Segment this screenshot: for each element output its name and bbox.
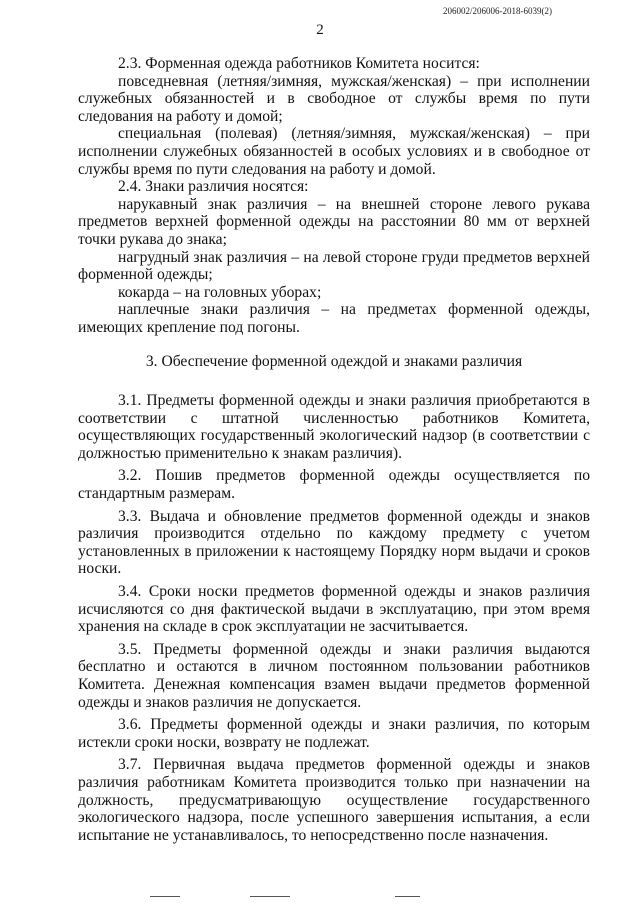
paragraph: 2.4. Знаки различия носятся: xyxy=(118,178,309,196)
paragraph: нагрудный знак различия – на левой стороне груди предметов верхней форменной одежды; xyxy=(78,248,590,284)
paragraph: 3.7. Первичная выдача предметов форменной одежды и знаков различия работникам Комитета производится только при назначении на должность, предусматривающую осуществление государственного экологического надзора, после успешного завершения испытания, а если испытание не устанавливалось, то непосредственно после назначения. xyxy=(78,756,590,844)
document-id: 206002/206006-2018-6039(2) xyxy=(443,6,552,16)
paragraph: нарукавный знак различия – на внешней стороне левого рукава предметов верхней форменной одежды на расстоянии 80 мм от верхней точки рукава до знака; xyxy=(78,195,590,248)
paragraph: 3.1. Предметы форменной одежды и знаки различия приобретаются в соответствии с штатной численностью работников Комитета, осуществляющих государственный экологический надзор (в соответствии с должностью применительно к знакам различия). xyxy=(78,392,590,462)
paragraph: 3.3. Выдача и обновление предметов форменной одежды и знаков различия производится отдельно по каждому предмету с учетом установленных в приложении к настоящему Порядку норм выдачи и сроков носки. xyxy=(78,507,590,578)
paragraph: специальная (полевая) (летняя/зимняя, мужская/женская) – при исполнении служебных обязанностей в особых условиях и в свободное от службы время по пути следования на работу и домой. xyxy=(78,125,590,178)
paragraph: 3.6. Предметы форменной одежды и знаки различия, по которым истекли сроки носки, возврату не подлежат. xyxy=(78,716,590,751)
paragraph: кокарда – на головных уборах; xyxy=(118,283,322,301)
document-body xyxy=(78,55,590,844)
page-number: 2 xyxy=(316,22,324,38)
paragraph: 3.4. Сроки носки предметов форменной одежды и знаков различия исчисляются со дня фактической выдачи в эксплуатацию, при этом время хранения на складе в срок эксплуатации не засчитывается. xyxy=(78,583,590,636)
paragraph: наплечные знаки различия – на предметах форменной одежды, имеющих крепление под погоны. xyxy=(78,301,590,336)
paragraph: 3.2. Пошив предметов форменной одежды осуществляется по стандартным размерам. xyxy=(78,467,590,503)
paragraph: 2.3. Форменная одежда работников Комитета носится: xyxy=(118,55,480,72)
paragraph: 3.5. Предметы форменной одежды и знаки различия выдаются бесплатно и остаются в личном постоянном пользовании работников Комитета. Денежная компенсация взамен выдачи предметов форменной одежды и знаков различия не допускается. xyxy=(78,640,590,711)
scan-edge-line xyxy=(395,896,420,897)
scan-edge-line xyxy=(250,896,290,897)
paragraph: повседневная (летняя/зимняя, мужская/женская) – при исполнении служебных обязанностей и в свободное от службы время по пути следования на работу и домой; xyxy=(78,72,590,125)
scan-edge-line xyxy=(150,896,180,897)
section-title: 3. Обеспечение форменной одеждой и знаками различия xyxy=(145,352,523,370)
